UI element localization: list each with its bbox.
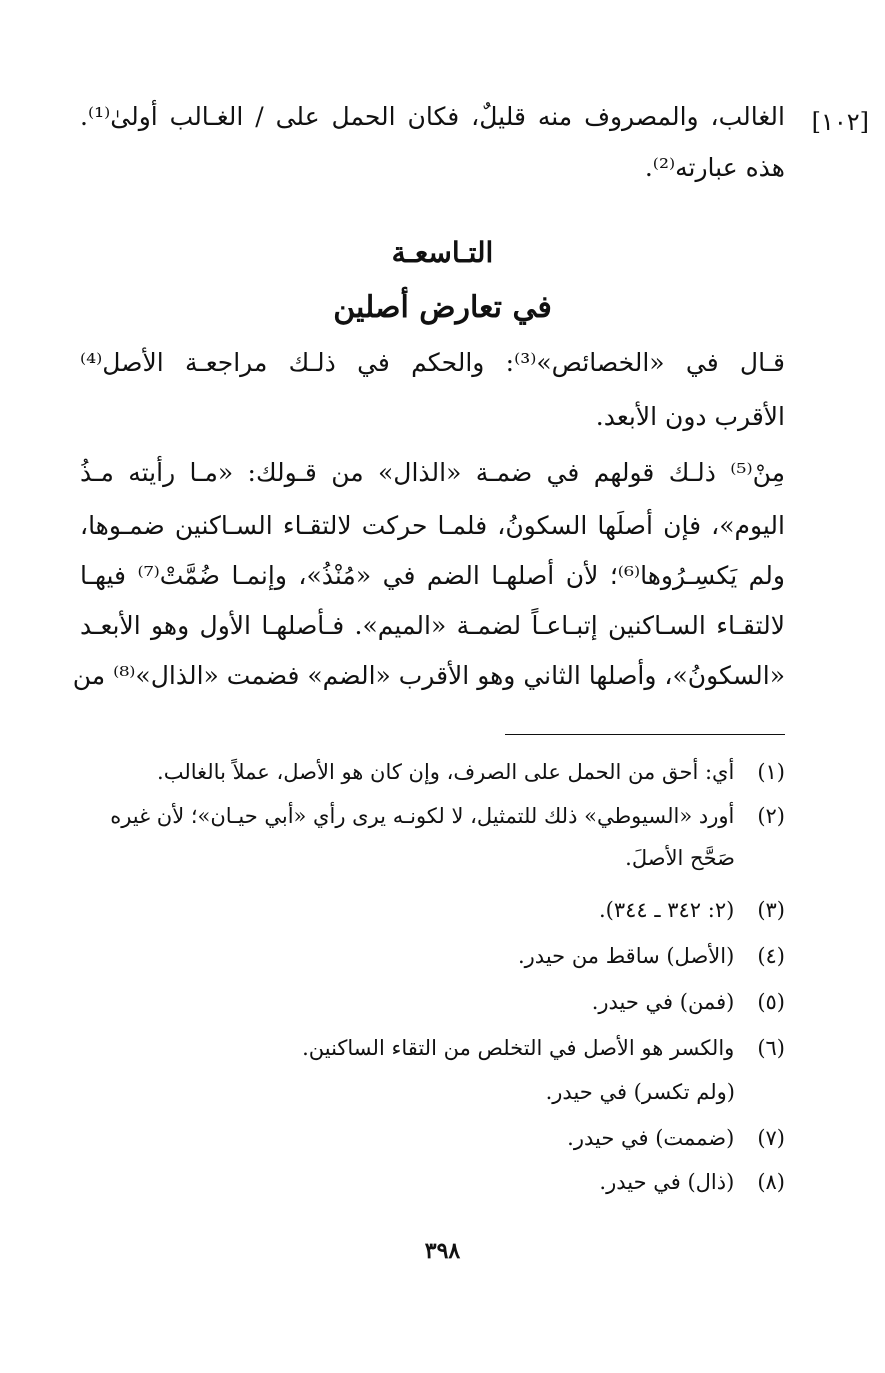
footnote-number: (٢): [757, 804, 785, 828]
body-line-2: هذه عبارته⁽²⁾.: [644, 153, 785, 182]
paragraph2-line-5: «السكونُ»، وأصلها الثاني وهو الأقرب «الضم» فضمت «الذال»⁽⁸⁾ من: [72, 661, 785, 690]
footnote-6-continuation: (ولم تكسر) في حيدر.: [545, 1080, 735, 1104]
footnote-number: (٥): [757, 990, 785, 1014]
footnote-5: [592, 990, 785, 1014]
footnote-text: (٢: ٣٤٢ ـ ٣٤٤).: [598, 898, 735, 922]
footnote-number: (٦): [757, 1036, 785, 1060]
footnote-text: أورد «السيوطي» ذلك للتمثيل، لا لكونـه يرى رأي «أبي حيـان»؛ لأن غيره: [110, 804, 735, 828]
paragraph2-line-3: ولم يَكسِـرُوها⁽⁶⁾؛ لأن أصلهـا الضم في «مُنْذُ»، وإنمـا ضُمَّتْ⁽⁷⁾ فيهـا: [80, 561, 786, 590]
paragraph2-line-4: لالتقـاء السـاكنين إتبـاعـاً لضمـة «الميم». فـأصلهـا الأول وهو الأبعـد: [80, 611, 785, 640]
paragraph1-line-1: قـال في «الخصائص»⁽³⁾: والحكم في ذلـك مراجعـة الأصل⁽⁴⁾: [80, 348, 785, 377]
footnote-4: [518, 944, 785, 968]
footnote-text: (ذال) في حيدر.: [599, 1170, 735, 1194]
footnote-7: [567, 1126, 785, 1150]
footnote-text: (ضممت) في حيدر.: [567, 1126, 735, 1150]
footnote-number: (٤): [757, 944, 785, 968]
footnote-text: أي: أحق من الحمل على الصرف، وإن كان هو الأصل، عملاً بالغالب.: [157, 760, 735, 784]
margin-page-marker: [١٠٢]: [811, 108, 869, 136]
footnote-text: والكسر هو الأصل في التخلص من التقاء الساكنين.: [302, 1036, 735, 1060]
paragraph2-line-2: اليوم»، فإن أصلَها السكونُ، فلمـا حركت لالتقـاء السـاكنين ضمـوها،: [80, 511, 785, 540]
footnote-number: (٣): [757, 898, 785, 922]
footnote-6: [302, 1036, 785, 1060]
footnote-number: (٨): [757, 1170, 785, 1194]
footnote-8: [599, 1170, 785, 1194]
footnote-1: [157, 760, 785, 784]
footnote-text: (الأصل) ساقط من حيدر.: [517, 944, 735, 968]
footnote-separator: [505, 734, 785, 735]
body-line-1: الغالب، والمصروف منه قليلٌ، فكان الحمل على / الغـالب أولىٰ⁽¹⁾.: [80, 102, 785, 131]
paragraph2-line-1: مِنْ⁽⁵⁾ ذلـك قولهم في ضمـة «الذال» من قـولك: «مـا رأيته مـذُ: [80, 458, 785, 487]
section-subtitle: في تعارض أصلين: [333, 290, 552, 325]
footnote-3: [599, 898, 785, 922]
footnote-number: (٧): [757, 1126, 785, 1150]
footnote-2-continuation: صَحَّح الأصلَ.: [625, 846, 735, 870]
footnote-2: [110, 804, 785, 828]
section-title: التـاسعـة: [391, 236, 494, 269]
footnote-text: (فمن) في حيدر.: [591, 990, 735, 1014]
paragraph1-line-2: الأقرب دون الأبعد.: [595, 402, 785, 431]
page-number: ٣٩٨: [424, 1238, 461, 1264]
footnote-number: (١): [757, 760, 785, 784]
